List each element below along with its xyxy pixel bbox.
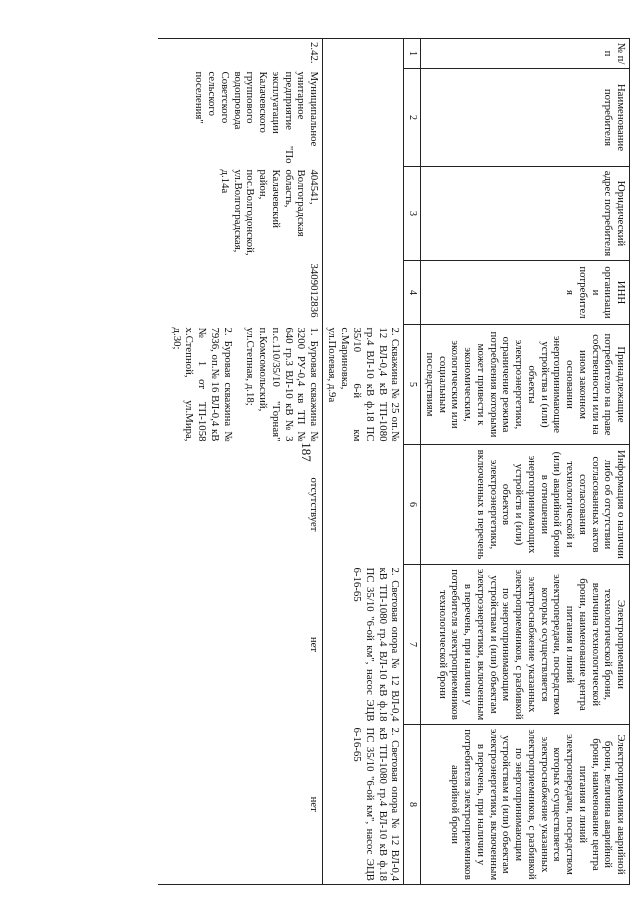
column-number: 2 — [404, 69, 421, 167]
header-cell-3: Юридический адрес потребителя — [421, 167, 630, 261]
header-cell-6: Информация о наличии либо об отсутствии согласованных актов согласования технологической и (или) аварийной брони в отношении энергопринимающих устройств и (или) объектов электроэнергетики, включенных в перечень — [421, 445, 630, 565]
cell-equipment-list — [158, 325, 323, 445]
cell-tech-reserve: нет — [308, 636, 321, 653]
column-number: 8 — [404, 725, 421, 885]
header-row — [421, 39, 630, 885]
column-number: 3 — [404, 167, 421, 261]
cell-legal-address: 404541, Волгоградская область, Калачевский район, пос.Волгодонской, ул.Волгоградская, д.14а — [218, 169, 321, 256]
column-number: 5 — [404, 325, 421, 445]
header-cell-5: Принадлежащие потребителю на праве собственности или на ином законном основании энергопринимающие устройства и (или) объекты электроэнергетики, ограничение режима потребления которыми может привести к экономическим, экологическим или социальным последствиям — [421, 325, 630, 445]
header-cell-7: Электроприемники технологической брони, величина технологической брони, наименование центра питания и линий электропередачи, посредством которых осуществляется электроснабжение указанных электроприемников, с разбивкой по энергопринимающим устройствам и (или) объектам электроэнергетики, включенным в перечень, при наличии у потребителя электроприемников технологической брони — [421, 565, 630, 725]
column-number-row — [404, 39, 421, 885]
column-number: 4 — [404, 261, 421, 325]
header-cell-8: Электроприемники аварийной брони, величина аварийной брони, наименование центра питания и линий электропередачи, посредством которых осуществляется электроснабжение указанных электроприемников, с разбивкой по энергопринимающим устройствам и (или) объектам электроэнергетики, включенным в перечень, при наличии у потребителя электроприемников аварийной брони — [421, 725, 630, 885]
cell-row-number: 2.42. — [158, 39, 323, 69]
cell-emergency-reserve: нет — [158, 725, 323, 885]
column-number: 6 — [404, 445, 421, 565]
header-cell-1: № п/п — [421, 39, 630, 69]
table-row-continuation — [323, 39, 404, 885]
cell-consumer-name: Муниципальное унитарное предприятие "По эксплуатации Калачевского группового водопровода Советского сельского поселения" — [193, 71, 321, 164]
column-number: 1 — [404, 39, 421, 69]
cell-tech-reserve-continued: 2. Световая опора № 12 ВЛ-0,4 кВ ТП-1080 гр.4 ВЛ-10 кВ ф.18 ПС 35/10 "6-ой км", насос ЭЦВ 6-16-65 — [323, 565, 404, 725]
consumer-table — [158, 38, 630, 885]
table-row — [158, 39, 323, 885]
cell-equipment-continued: 2. Скважина № 25 оп.№ 12 ВЛ-0,4 кВ ТП-1080 гр.4 ВЛ-10 кВ ф.18 ПС 35/10 6-й км с.Мариновка, ул.Полевая, д.9а — [323, 325, 404, 445]
equipment-item: 2. Буровая скважина № 7936, оп.№ 16 ВЛ-0,4 кВ № 1 от ТП-1058 х.Степной, ул.Мира, д.30; — [170, 327, 234, 442]
cell-acts-info: отсутствует — [308, 477, 321, 532]
cell-inn: 3409012836 — [308, 263, 321, 318]
cell-emergency-reserve-continued: 2. Световая опора № 12 ВЛ-0,4 кВ ТП-1080 гр.4 ВЛ-10 кВ ф.18 ПС 35/10 "6-ой км", насос ЭЦВ 6-16-65 — [323, 725, 404, 885]
header-cell-4: ИНН организации потребителя — [421, 261, 630, 325]
page-number: 187 — [299, 442, 314, 462]
header-cell-2: Наименование потребителя — [421, 69, 630, 167]
equipment-item: 1. Буровая скважина № 3200 РУ-0,4 кв ТП № 640 гр.3 ВЛ-10 кВ № 3 п.с.110/35/10 "Горная" п.Комсомольский, ул.Степная, д.18; — [244, 327, 321, 442]
column-number: 7 — [404, 565, 421, 725]
